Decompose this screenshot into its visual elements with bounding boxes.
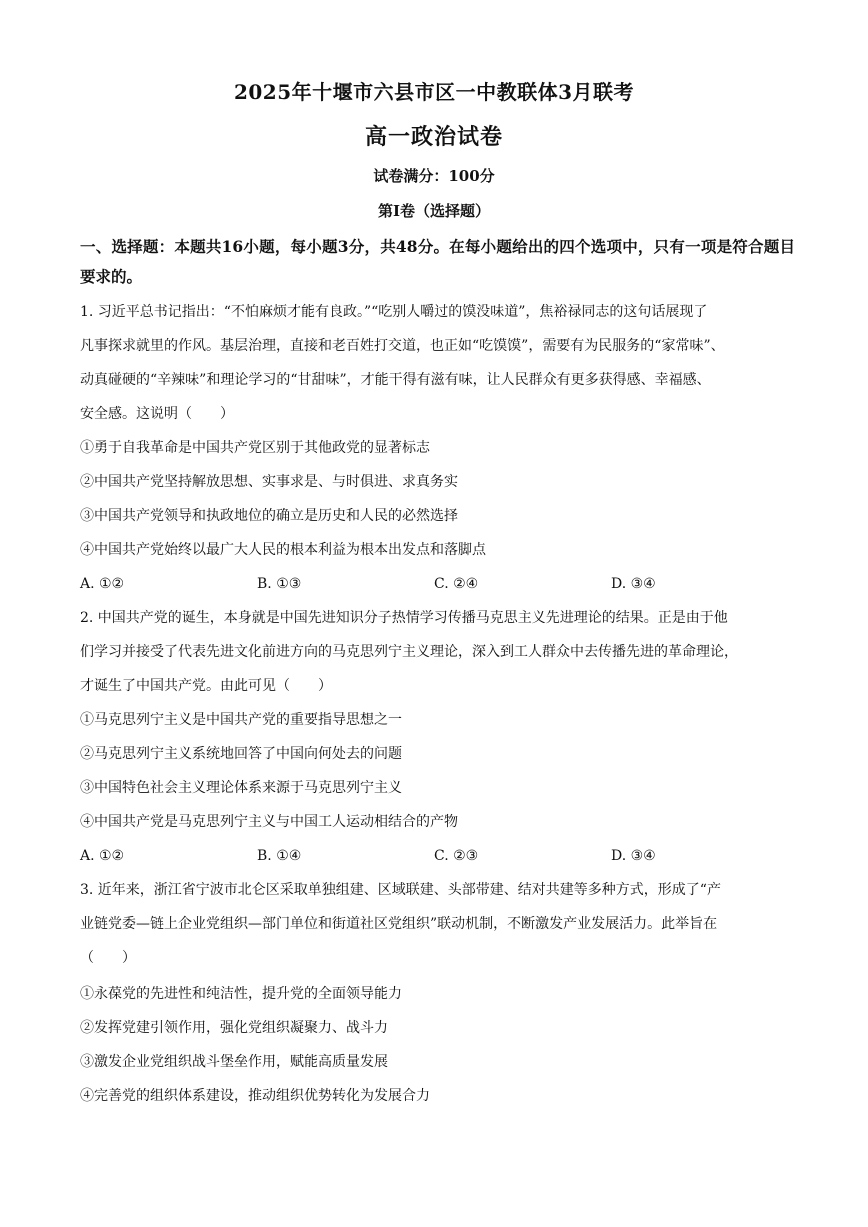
question-1-item: ②中国共产党坚持解放思想、实事求是、与时俱进、求真务实 [80,474,458,490]
option-b: B. ①④ [257,848,302,864]
option-b: B. ①③ [257,576,302,592]
option-c: C. ②④ [434,576,479,592]
question-1-stem-line: 安全感。这说明（ ） [80,406,234,422]
option-d: D. ③④ [611,576,656,592]
option-a: A. ①② [80,576,125,592]
question-3-stem-line: （ ） [80,950,136,966]
question-2-stem-line: 2. 中国共产党的诞生，本身就是中国先进知识分子热情学习传播马克思主义先进理论的结果。正是由于他 [80,610,728,626]
question-3-item: ②发挥党建引领作用，强化党组织凝聚力、战斗力 [80,1020,388,1036]
question-1-stem-line: 动真碰硬的“辛辣味”和理论学习的“甘甜味”，才能干得有滋有味，让人民群众有更多获得感、幸福感、 [80,372,711,388]
question-2-stem-line: 们学习并接受了代表先进文化前进方向的马克思列宁主义理论，深入到工人群众中去传播先进的革命理论， [80,644,738,660]
question-1-stem-line: 凡事探求就里的作风。基层治理，直接和老百姓打交道，也正如“吃馍馍”，需要有为民服务的“家常味”、 [80,338,725,354]
exam-volume-heading: 第Ⅰ卷（选择题） [377,202,491,220]
question-1-item: ④中国共产党始终以最广大人民的根本利益为根本出发点和落脚点 [80,542,486,558]
question-2-stem-line: 才诞生了中国共产党。由此可见（ ） [80,678,332,694]
question-2-item: ①马克思列宁主义是中国共产党的重要指导思想之一 [80,712,402,728]
question-2-item: ②马克思列宁主义系统地回答了中国向何处去的问题 [80,746,402,762]
question-3-stem-line: 业链党委—链上企业党组织—部门单位和街道社区党组织”联动机制，不断激发产业发展活力。此举旨在 [80,916,718,932]
option-a: A. ①② [80,848,125,864]
question-3-item: ③激发企业党组织战斗堡垒作用，赋能高质量发展 [80,1054,388,1070]
exam-score: 试卷满分：100分 [373,167,495,185]
section-heading: 一、选择题：本题共16小题，每小题3分，共48分。在每小题给出的四个选项中，只有一项是符合题目要求的。 [80,237,795,286]
question-1-stem-line: 1. 习近平总书记指出：“不怕麻烦才能有良政。”“吃别人嚼过的馍没味道”，焦裕禄同志的这句话展现了 [80,304,708,320]
question-1-item: ③中国共产党领导和执政地位的确立是历史和人民的必然选择 [80,508,458,524]
option-d: D. ③④ [611,848,656,864]
question-3-stem-line: 3. 近年来，浙江省宁波市北仑区采取单独组建、区域联建、头部带建、结对共建等多种方式，形成了“产 [80,882,721,898]
question-3-item: ④完善党的组织体系建设，推动组织优势转化为发展合力 [80,1088,430,1104]
question-2-item: ④中国共产党是马克思列宁主义与中国工人运动相结合的产物 [80,814,458,830]
exam-subject: 高一政治试卷 [364,124,503,150]
question-2-item: ③中国特色社会主义理论体系来源于马克思列宁主义 [80,780,402,796]
question-3-item: ①永葆党的先进性和纯洁性，提升党的全面领导能力 [80,986,402,1002]
exam-title: 2025年十堰市六县市区一中教联体3月联考 [233,80,635,104]
option-c: C. ②③ [434,848,479,864]
question-1-item: ①勇于自我革命是中国共产党区别于其他政党的显著标志 [80,440,430,456]
